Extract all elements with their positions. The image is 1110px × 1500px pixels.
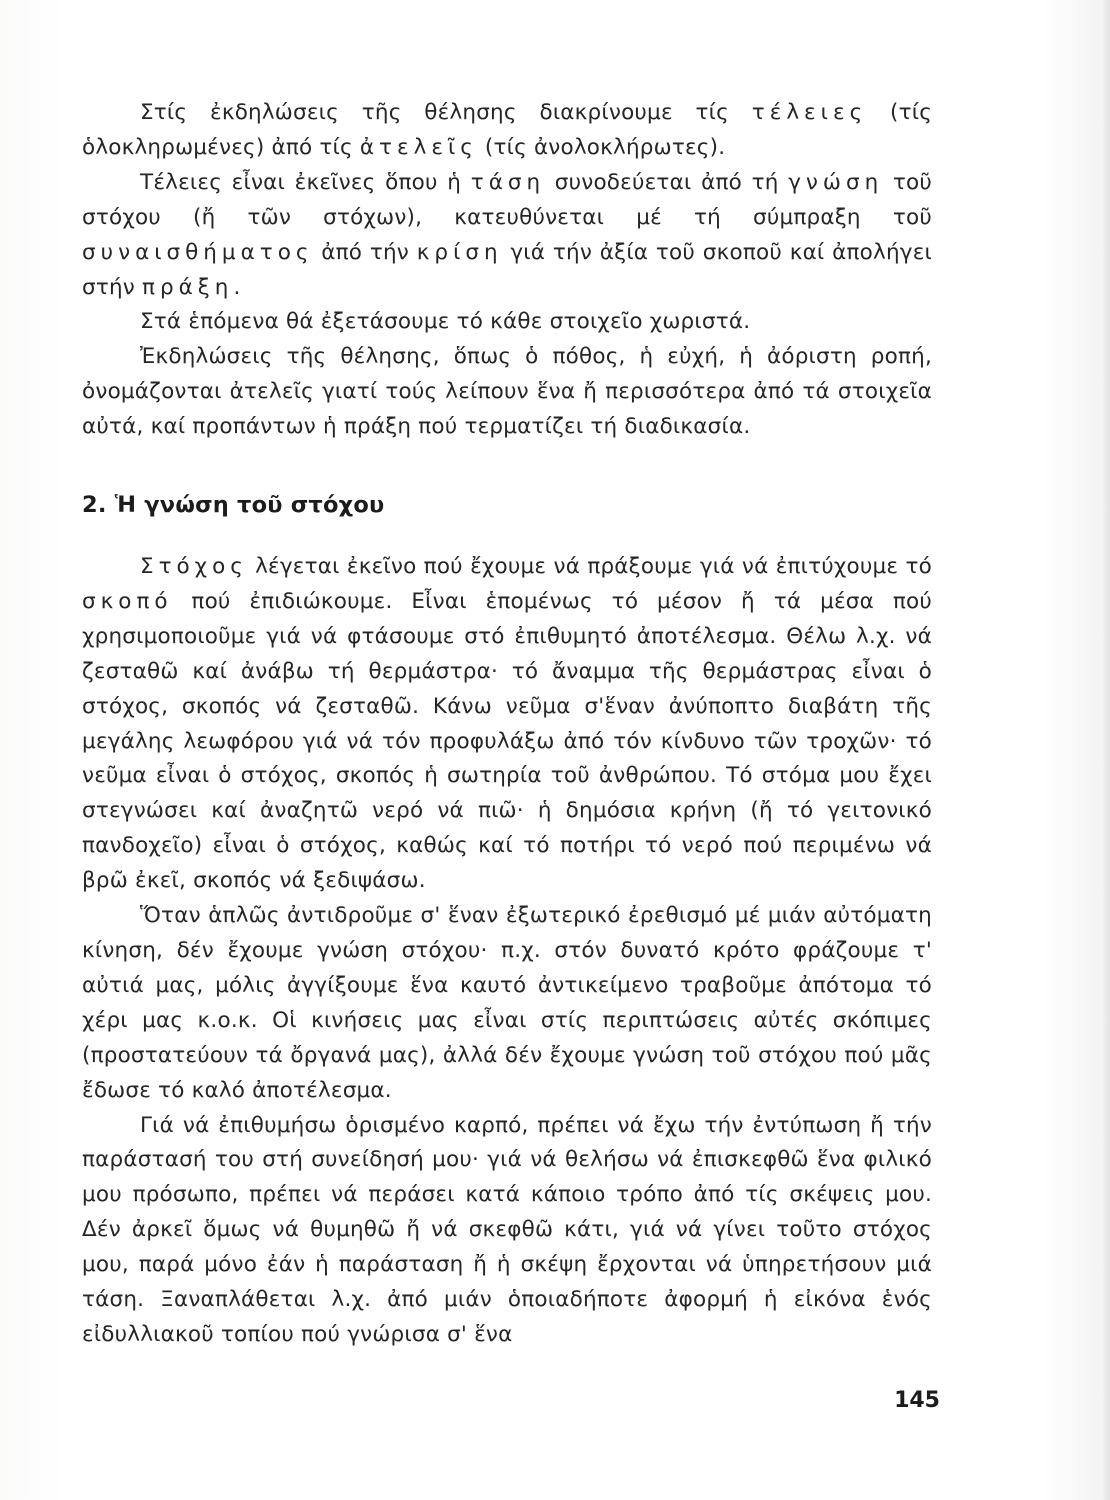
page-edge-shadow bbox=[1102, 0, 1110, 1500]
section-2-text bbox=[82, 550, 932, 1353]
paragraph-perfect-imperfect: Στίς ἐκδηλώσεις τῆς θέλησης διακρίνουμε τίς τέλειες (τίς ὁλοκληρωμένες) ἀπό τίς ἀτελεῖς (τίς ἀνολοκλήρωτες). bbox=[82, 100, 933, 160]
paragraph-next-examine: Στά ἑπόμενα θά ἐξετάσουμε τό κάθε στοιχεῖο χωριστά. bbox=[140, 309, 751, 335]
section-heading: 2. Ἡ γνώση τοῦ στόχου bbox=[82, 492, 385, 518]
paragraph-imperfect-manifestations: Ἐκδηλώσεις τῆς θέλησης, ὅπως ὁ πόθος, ἡ εὐχή, ἡ ἀόριστη ροπή, ὀνομάζονται ἀτελεῖς γιατί τούς λείπουν ἕνα ἤ περισσότερα ἀπό τά στοιχεῖα αὐτά, καί προπάντων ἡ πράξη πού τερματίζει τή διαδικασία. bbox=[82, 344, 932, 440]
section-1-text bbox=[82, 96, 932, 445]
paragraph-desire-representation: Γιά νά ἐπιθυμήσω ὁρισμένο καρπό, πρέπει νά ἔχω τήν ἐντύπωση ἤ τήν παράστασή του στή συνείδησή μου· γιά νά θελήσω νά ἐπισκεφθῶ ἕνα φιλικό μου πρόσωπο, πρέπει νά περάσει κατά κάποιο τρόπο ἀπό τίς σκέψεις μου. Δέν ἀρκεῖ ὅμως νά θυμηθῶ ἤ νά σκεφθῶ κάτι, γιά νά γίνει τοῦτο στόχος μου, παρά μόνο ἐάν ἡ παράσταση ἤ ἡ σκέψη ἔρχονται νά ὑπηρετήσουν μιά τάση. Ξαναπλάθεται λ.χ. ἀπό μιάν ὁποιαδήποτε ἀφορμή ἡ εἰκόνα ἑνός εἰδυλλιακοῦ τοπίου πού γνώρισα σ' ἕνα bbox=[82, 1112, 932, 1347]
paragraph-automatic-reaction: Ὅταν ἁπλῶς ἀντιδροῦμε σ' ἕναν ἐξωτερικό ἐρεθισμό μέ μιάν αὐτόματη κίνηση, δέν ἔχουμε γνώση στόχου· π.χ. στόν δυνατό κρότο φράζουμε τ' αὐτιά μας, μόλις ἀγγίξουμε ἕνα καυτό ἀντικείμενο τραβοῦμε ἀπότομα τό χέρι μας κ.ο.κ. Οἱ κινήσεις μας εἶναι στίς περιπτώσεις αὐτές σκόπιμες (προστατεύουν τά ὄργανά μας), ἀλλά δέν ἔχουμε γνώση τοῦ στόχου πού μᾶς ἔδωσε τό καλό ἀποτέλεσμα. bbox=[82, 903, 932, 1103]
paragraph-perfect-definition: Τέλειες εἶναι ἐκεῖνες ὅπου ἡ τάση συνοδεύεται ἀπό τή γνώση τοῦ στόχου (ἤ τῶν στόχων), κατευθύνεται μέ τή σύμπραξη τοῦ συναισθήματος ἀπό τήν κρίση γιά τήν ἀξία τοῦ σκοποῦ καί ἀπολήγει στήν πράξη. bbox=[82, 169, 932, 300]
page-number: 145 bbox=[894, 1388, 940, 1413]
paragraph-goal-definition: Στόχος λέγεται ἐκεῖνο πού ἔχουμε νά πράξουμε γιά νά ἐπιτύχουμε τό σκοπό πού ἐπιδιώκουμε. Εἶναι ἑπομένως τό μέσον ἤ τά μέσα πού χρησιμοποιοῦμε γιά νά φτάσουμε στό ἐπιθυμητό ἀποτέλεσμα. Θέλω λ.χ. νά ζεσταθῶ καί ἀνάβω τή θερμάστρα· τό ἄναμμα τῆς θερμάστρας εἶναι ὁ στόχος, σκοπός νά ζεσταθῶ. Κάνω νεῦμα σ'ἕναν ἀνύποπτο διαβάτη τῆς μεγάλης λεωφόρου γιά νά τόν προφυλάξω ἀπό τόν κίνδυνο τῶν τροχῶν· τό νεῦμα εἶναι ὁ στόχος, σκοπός ἡ σωτηρία τοῦ ἀνθρώπου. Τό στόμα μου ἔχει στεγνώσει καί ἀναζητῶ νερό νά πιῶ· ἡ δημόσια κρήνη (ἤ τό γειτονικό πανδοχεῖο) εἶναι ὁ στόχος, καθώς καί τό ποτήρι τό νερό πού περιμένω νά βρῶ ἐκεῖ, σκοπός νά ξεδιψάσω. bbox=[82, 554, 932, 894]
